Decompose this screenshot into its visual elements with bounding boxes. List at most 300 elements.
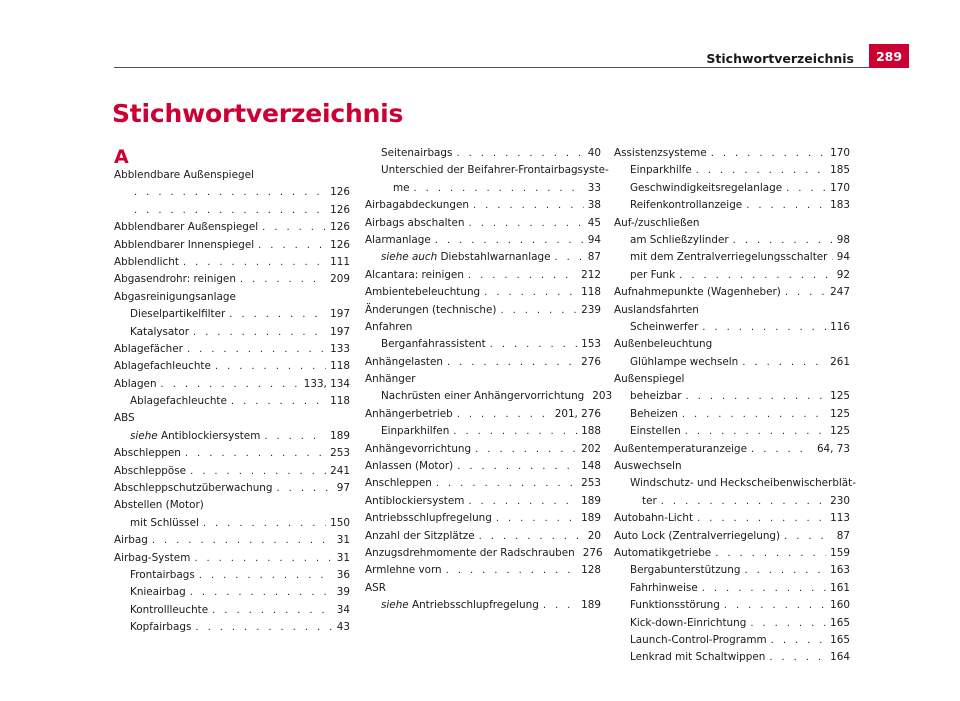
- dot-leader: [436, 475, 577, 492]
- index-entry-heading: Unterschied der Beifahrer-Frontairbagsyste-: [381, 164, 609, 177]
- index-page-ref: 98: [836, 233, 850, 246]
- dot-leader: [161, 376, 300, 393]
- dot-leader: [264, 428, 326, 445]
- index-entry: [614, 197, 850, 214]
- index-entry: [614, 510, 850, 527]
- dot-leader: [193, 324, 326, 341]
- index-page-ref: 33: [587, 181, 601, 194]
- index-entry: [614, 319, 850, 336]
- dot-leader: [715, 545, 826, 562]
- dot-leader: [751, 441, 813, 458]
- index-entry-heading: Außenbeleuchtung: [614, 338, 713, 351]
- index-page-ref: 126: [330, 186, 350, 199]
- index-entry: [365, 388, 613, 405]
- index-entry-label: Abschleppschutzüberwachung: [114, 482, 273, 495]
- index-page-ref: 276: [582, 546, 603, 559]
- index-page-ref: 148: [581, 460, 601, 473]
- index-entry: [114, 602, 350, 619]
- dot-leader: [473, 197, 584, 214]
- index-entry-label: Anzahl der Sitzplätze: [365, 529, 475, 542]
- dot-leader: [724, 597, 826, 614]
- dot-leader: [185, 445, 326, 462]
- index-entry-heading: Anfahren: [365, 320, 413, 333]
- index-page-ref: 170: [830, 147, 850, 159]
- index-entry: [365, 354, 601, 371]
- index-page-ref: 189: [330, 429, 350, 442]
- dot-leader: [468, 493, 577, 510]
- index-column-2: [365, 145, 613, 615]
- index-entry-label: Änderungen (technische): [365, 303, 497, 316]
- index-entry: [114, 358, 350, 375]
- index-list: [614, 145, 856, 667]
- index-page-ref: 209: [330, 273, 350, 286]
- index-page-ref: 201, 276: [554, 407, 601, 420]
- index-page-ref: 197: [330, 308, 350, 321]
- index-page-ref: 45: [587, 216, 601, 229]
- dot-leader: [134, 184, 326, 201]
- index-entry-label: [130, 428, 260, 445]
- dot-leader: [194, 550, 332, 567]
- index-entry-label: Frontairbags: [130, 568, 195, 581]
- index-page-ref: 212: [581, 268, 601, 281]
- index-entry: [614, 249, 850, 266]
- cross-reference-prefix: siehe auch: [381, 251, 438, 264]
- index-column-3: [614, 145, 856, 667]
- index-entry: [614, 232, 850, 249]
- cross-reference-target: Diebstahlwarnanlage: [440, 251, 551, 264]
- index-entry: [614, 441, 850, 458]
- index-entry: [614, 632, 850, 649]
- index-page-ref: 189: [581, 494, 601, 507]
- index-entry-label: [381, 249, 551, 266]
- index-page-ref: 161: [830, 581, 850, 594]
- index-entry-label: Auto Lock (Zentralverriegelung): [614, 529, 781, 542]
- index-entry-label: Kontrollleuchte: [130, 603, 209, 616]
- index-entry-label: Außentemperaturanzeige: [614, 442, 748, 455]
- index-page-ref: 159: [830, 546, 850, 559]
- index-page-ref: 38: [587, 199, 601, 212]
- dot-leader: [215, 358, 326, 375]
- index-entry-label: Armlehne vorn: [365, 564, 442, 577]
- index-entry-heading: Abblendbare Außenspiegel: [114, 169, 254, 181]
- index-page-ref: 125: [830, 407, 850, 420]
- index-entry: [614, 528, 850, 545]
- index-entry-label: Abschleppöse: [114, 464, 187, 477]
- index-entry: [114, 445, 350, 462]
- dot-leader: [457, 406, 551, 423]
- index-entry-label: Launch-Control-Programm: [630, 633, 767, 646]
- index-entry-label: ter: [642, 494, 657, 507]
- dot-leader: [785, 284, 826, 301]
- index-page-ref: 160: [830, 599, 850, 612]
- index-page-ref: 31: [336, 534, 350, 547]
- cross-reference-prefix: siehe: [130, 429, 158, 442]
- dot-leader: [702, 580, 826, 597]
- index-page-ref: 230: [830, 494, 850, 507]
- index-entry-label: Automatikgetriebe: [614, 546, 712, 559]
- dot-leader: [682, 406, 826, 423]
- index-entry-label: Ambientebeleuchtung: [365, 286, 481, 299]
- dot-leader: [555, 249, 584, 266]
- dot-leader: [750, 615, 826, 632]
- index-entry: [614, 615, 850, 632]
- dot-leader: [484, 284, 577, 301]
- dot-leader: [447, 354, 577, 371]
- index-entry-label: Alarmanlage: [365, 233, 431, 246]
- index-entry-label: Abblendlicht: [114, 255, 179, 268]
- index-entry-label: Dieselpartikelfilter: [130, 308, 226, 321]
- index-page-ref: 133: [330, 342, 350, 355]
- index-entry: [365, 336, 601, 353]
- index-entry-label: Ablagen: [114, 377, 157, 390]
- index-page-ref: 276: [581, 355, 601, 368]
- dot-leader: [453, 423, 577, 440]
- index-entry: [114, 341, 350, 358]
- index-entry: [614, 145, 850, 162]
- dot-leader: [203, 515, 326, 532]
- index-entry: [614, 406, 850, 423]
- index-page-ref: 150: [330, 516, 350, 529]
- index-entry: [614, 354, 850, 371]
- index-entry-label: Abblendbarer Außenspiegel: [114, 221, 259, 234]
- index-page-ref: 170: [830, 181, 850, 194]
- index-page-ref: 118: [330, 395, 350, 408]
- dot-leader: [702, 319, 826, 336]
- index-page-ref: 87: [587, 251, 601, 264]
- page-title: Stichwortverzeichnis: [112, 99, 404, 128]
- index-entry: [365, 406, 601, 423]
- index-page-ref: 125: [830, 390, 850, 403]
- index-entry: [365, 597, 601, 614]
- dot-leader: [134, 202, 326, 219]
- index-entry-label: Airbag-System: [114, 551, 191, 564]
- dot-leader: [469, 215, 584, 232]
- dot-leader: [435, 232, 584, 249]
- cross-reference-prefix: siehe: [381, 599, 409, 612]
- index-entry: [365, 267, 601, 284]
- index-entry-label: Katalysator: [130, 325, 189, 338]
- index-page-ref: 253: [581, 477, 601, 490]
- index-page-ref: 87: [836, 529, 850, 542]
- index-page-ref: 133, 134: [303, 377, 350, 390]
- dot-leader: [733, 232, 833, 249]
- index-entry-heading: Auf-/zuschließen: [614, 216, 700, 229]
- index-page-ref: 261: [830, 355, 850, 368]
- index-entry-label: Aufnahmepunkte (Wagenheber): [614, 286, 781, 299]
- index-entry-label: Knieairbag: [130, 586, 186, 599]
- index-entry-label: Lenkrad mit Schaltwippen: [630, 651, 766, 664]
- dot-leader: [711, 145, 826, 162]
- index-entry-label: Abschleppen: [114, 447, 181, 460]
- index-entry: [365, 145, 601, 162]
- index-entry-label: Anhängelasten: [365, 355, 443, 368]
- cross-reference-target: Antriebsschlupfregelung: [411, 599, 539, 612]
- index-entry-label: Ablagefachleuchte: [130, 395, 227, 408]
- index-entry: [114, 324, 350, 341]
- index-entry-label: Anhängerbetrieb: [365, 407, 453, 420]
- index-entry-label: Glühlampe wechseln: [630, 355, 739, 368]
- index-entry-label: Funktionsstörung: [630, 599, 720, 612]
- index-entry-label: Nachrüsten einer Anhängervorrichtung: [381, 390, 585, 403]
- dot-leader: [786, 180, 826, 197]
- index-page-ref: 203: [592, 390, 613, 403]
- index-column-1: [114, 145, 350, 637]
- index-entry-label: Ablagefachleuchte: [114, 360, 211, 373]
- header-rule: [114, 67, 869, 68]
- index-entry-heading: ASR: [365, 581, 386, 594]
- index-entry-heading: Auswechseln: [614, 460, 682, 473]
- dot-leader: [685, 423, 826, 440]
- index-page-ref: 43: [336, 621, 350, 634]
- dot-leader: [696, 162, 826, 179]
- index-page-ref: 116: [830, 320, 850, 333]
- index-entry-label: Assistenzsysteme: [614, 147, 707, 159]
- dot-leader: [446, 562, 578, 579]
- dot-leader: [199, 567, 333, 584]
- index-entry: [114, 515, 350, 532]
- dot-leader: [784, 528, 833, 545]
- index-page-ref: 153: [581, 338, 601, 351]
- index-entry-heading: Außenspiegel: [614, 373, 685, 386]
- dot-leader: [262, 219, 326, 236]
- index-page-ref: 197: [330, 325, 350, 338]
- index-entry-label: Seitenairbags: [381, 147, 453, 159]
- index-page-ref: 97: [336, 482, 350, 495]
- index-entry-label: Anlassen (Motor): [365, 460, 454, 473]
- index-page-ref: 126: [330, 203, 350, 216]
- index-entry-label: [381, 597, 539, 614]
- index-entry: [114, 532, 350, 549]
- dot-leader: [744, 562, 826, 579]
- index-entry-label: Autobahn-Licht: [614, 512, 694, 525]
- index-entry: [365, 180, 601, 197]
- dot-leader: [414, 180, 584, 197]
- index-entry: [114, 254, 350, 271]
- index-page-ref: 189: [581, 512, 601, 525]
- dot-leader: [771, 632, 827, 649]
- cross-reference-target: Antiblockiersystem: [160, 429, 261, 442]
- dot-leader: [456, 145, 583, 162]
- index-page-ref: 111: [330, 255, 350, 268]
- index-entry-label: Kopfairbags: [130, 621, 192, 634]
- index-entry: [365, 562, 601, 579]
- index-entry: [114, 237, 350, 254]
- index-page-ref: 183: [830, 199, 850, 212]
- index-entry: [365, 232, 601, 249]
- index-entry: [614, 649, 850, 666]
- index-entry-heading: ABS: [114, 412, 135, 425]
- index-entry: [114, 550, 350, 567]
- index-page-ref: 126: [330, 221, 350, 234]
- index-entry: [365, 528, 601, 545]
- index-entry: [365, 475, 601, 492]
- index-entry: [365, 510, 601, 527]
- index-entry: [614, 493, 850, 510]
- index-page-ref: 188: [581, 425, 601, 438]
- index-entry-label: Scheinwerfer: [630, 320, 699, 333]
- index-entry-label: am Schließzylinder: [630, 233, 729, 246]
- dot-leader: [742, 354, 826, 371]
- index-page-ref: 202: [581, 442, 601, 455]
- index-page-ref: 94: [587, 233, 601, 246]
- dot-leader: [661, 493, 826, 510]
- index-page-ref: 40: [587, 147, 601, 159]
- dot-leader: [679, 267, 833, 284]
- index-entry: [365, 545, 601, 562]
- dot-leader: [500, 302, 577, 319]
- index-entry-label: Anschleppen: [365, 477, 432, 490]
- index-entry-label: Beheizen: [630, 407, 678, 420]
- index-entry-label: mit Schlüssel: [130, 516, 199, 529]
- index-entry-label: Anzugsdrehmomente der Radschrauben: [365, 546, 575, 559]
- index-entry: [365, 215, 601, 232]
- index-entry: [114, 306, 350, 323]
- index-page-ref: 247: [830, 286, 850, 299]
- dot-leader: [746, 197, 826, 214]
- dot-leader: [195, 619, 332, 636]
- dot-leader: [258, 237, 326, 254]
- dot-leader: [229, 306, 326, 323]
- index-entry-label: beheizbar: [630, 390, 682, 403]
- index-page-ref: 125: [830, 425, 850, 438]
- index-entry: [365, 441, 601, 458]
- index-entry: [614, 580, 850, 597]
- dot-leader: [152, 532, 333, 549]
- index-entry-label: Alcantara: reinigen: [365, 268, 464, 281]
- index-page-ref: 165: [830, 633, 850, 646]
- index-entry: [114, 202, 350, 219]
- index-entry: [365, 197, 601, 214]
- index-page-ref: 64, 73: [816, 442, 850, 455]
- index-page-ref: 94: [836, 251, 850, 264]
- dot-leader: [496, 510, 577, 527]
- dot-leader: [212, 602, 333, 619]
- index-entry-label: Ablagefächer: [114, 342, 183, 355]
- index-entry: [614, 180, 850, 197]
- index-entry: [365, 249, 601, 266]
- dot-leader: [490, 336, 577, 353]
- dot-leader: [686, 388, 827, 405]
- index-entry: [114, 480, 350, 497]
- index-page-ref: 164: [830, 651, 850, 664]
- index-page-ref: 31: [336, 551, 350, 564]
- dot-leader: [543, 597, 577, 614]
- index-entry: [114, 219, 350, 236]
- index-page-ref: 113: [830, 512, 850, 525]
- index-entry-heading: Abstellen (Motor): [114, 499, 204, 512]
- dot-leader: [187, 341, 326, 358]
- index-entry-label: Abgasendrohr: reinigen: [114, 273, 236, 286]
- index-entry-label: Airbag: [114, 534, 148, 547]
- dot-leader: [240, 271, 326, 288]
- dot-leader: [231, 393, 326, 410]
- index-entry: [365, 302, 601, 319]
- dot-leader: [697, 510, 826, 527]
- dot-leader: [831, 249, 832, 266]
- index-entry-label: Einparkhilfe: [630, 164, 692, 177]
- index-entry-label: Anhängevorrichtung: [365, 442, 472, 455]
- index-page-ref: 34: [336, 603, 350, 616]
- index-page-ref: 118: [330, 360, 350, 373]
- index-page-ref: 36: [336, 568, 350, 581]
- index-page-ref: 92: [836, 268, 850, 281]
- dot-leader: [468, 267, 577, 284]
- page-number: 289: [869, 44, 909, 68]
- index-entry-label: Geschwindigkeitsregelanlage: [630, 181, 783, 194]
- index-page-ref: 241: [330, 464, 350, 477]
- index-page-ref: 185: [830, 164, 850, 177]
- index-entry: [614, 388, 850, 405]
- index-entry-label: Antiblockiersystem: [365, 494, 465, 507]
- index-page-ref: 118: [581, 286, 601, 299]
- index-entry-label: per Funk: [630, 268, 676, 281]
- index-entry-heading: Abgasreinigungsanlage: [114, 290, 236, 303]
- index-entry: [365, 423, 601, 440]
- index-entry: [114, 567, 350, 584]
- index-entry: [365, 458, 601, 475]
- index-entry: [114, 428, 350, 445]
- dot-leader: [183, 254, 326, 271]
- index-entry: [114, 463, 350, 480]
- index-entry-label: Airbags abschalten: [365, 216, 465, 229]
- index-entry-heading: Windschutz- und Heckscheibenwischerblät-: [630, 477, 856, 490]
- dot-leader: [479, 528, 584, 545]
- index-entry: [365, 493, 601, 510]
- index-entry-heading: Anhänger: [365, 373, 416, 386]
- index-entry: [114, 393, 350, 410]
- index-entry: [114, 271, 350, 288]
- index-entry: [614, 267, 850, 284]
- index-entry-label: Abblendbarer Innenspiegel: [114, 238, 255, 251]
- running-header: Stichwortverzeichnis: [706, 51, 854, 66]
- index-entry-label: Airbagabdeckungen: [365, 199, 469, 212]
- index-entry-label: Berganfahrassistent: [381, 338, 486, 351]
- index-entry: [114, 184, 350, 201]
- index-entry: [114, 619, 350, 636]
- index-entry: [614, 284, 850, 301]
- index-entry: [614, 545, 850, 562]
- index-page-ref: 165: [830, 616, 850, 629]
- index-entry-label: Fahrhinweise: [630, 581, 698, 594]
- index-page-ref: 189: [581, 599, 601, 612]
- dot-leader: [190, 584, 333, 601]
- index-page-ref: 20: [587, 529, 601, 542]
- section-letter: A: [114, 146, 129, 168]
- index-entry-label: Kick-down-Einrichtung: [630, 616, 747, 629]
- dot-leader: [277, 480, 333, 497]
- index-entry-label: Reifenkontrollanzeige: [630, 199, 743, 212]
- index-entry: [614, 597, 850, 614]
- index-list: [365, 145, 613, 615]
- index-entry: [114, 376, 350, 393]
- dot-leader: [475, 441, 577, 458]
- index-page-ref: 239: [581, 303, 601, 316]
- index-page-ref: 163: [830, 564, 850, 577]
- index-entry: [614, 162, 850, 179]
- index-entry: [614, 423, 850, 440]
- index-page-ref: 253: [330, 447, 350, 460]
- dot-leader: [769, 649, 826, 666]
- index-page-ref: 128: [581, 564, 601, 577]
- index-entry-heading: Auslandsfahrten: [614, 303, 699, 316]
- index-entry-label: Antriebsschlupfregelung: [365, 512, 492, 525]
- index-list: [114, 167, 350, 637]
- index-entry-label: mit dem Zentralverriegelungsschalter: [630, 251, 828, 264]
- index-entry: [365, 284, 601, 301]
- index-entry-label: me: [393, 181, 410, 194]
- dot-leader: [457, 458, 577, 475]
- index-entry-label: Einparkhilfen: [381, 425, 450, 438]
